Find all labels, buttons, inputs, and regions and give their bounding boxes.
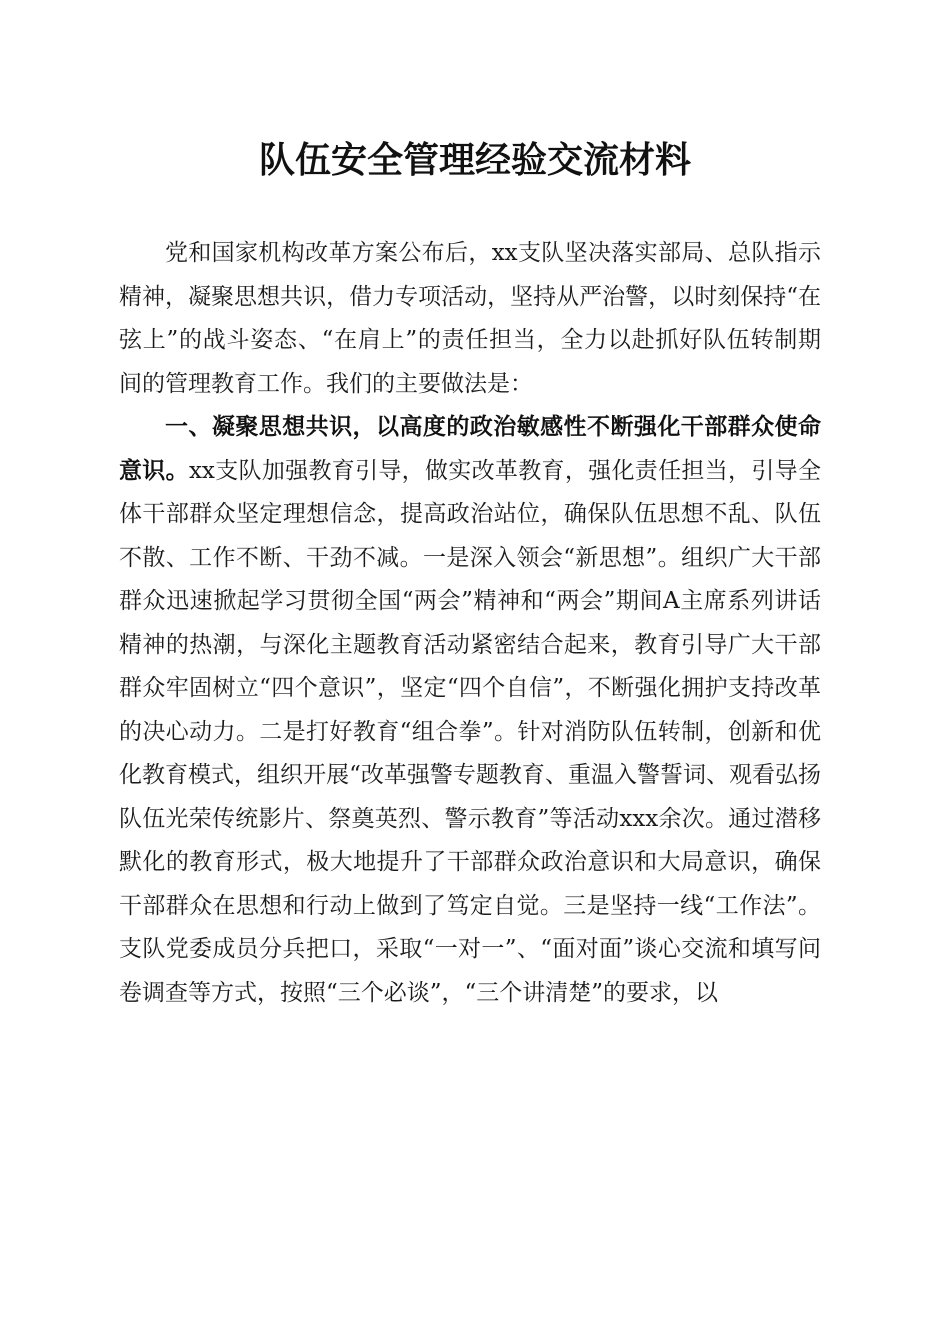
- section-one-paragraph: [119, 406, 821, 1015]
- document-body: [119, 232, 821, 1015]
- intro-paragraph-text: 党和国家机构改革方案公布后，xx支队坚决落实部局、总队指示精神，凝聚思想共识，借力专项活动，坚持从严治警，以时刻保持“在弦上”的战斗姿态、“在肩上”的责任担当，全力以赴抓好队伍转制期间的管理教育工作。我们的主要做法是：: [119, 240, 821, 397]
- intro-paragraph: [119, 232, 821, 406]
- section-one-heading: 一、凝聚思想共识，以高度的政治敏感性不断强化干部群众使命意识。: [119, 414, 821, 484]
- document-title: 队伍安全管理经验交流材料: [258, 139, 691, 181]
- section-one-text: xx支队加强教育引导，做实改革教育，强化责任担当，引导全体干部群众坚定理想信念，提高政治站位，确保队伍思想不乱、队伍不散、工作不断、干劲不减。一是深入领会“新思想”。组织广大干部群众迅速掀起学习贯彻全国“两会”精神和“两会”期间A主席系列讲话精神的热潮，与深化主题教育活动紧密结合起来，教育引导广大干部群众牢固树立“四个意识”，坚定“四个自信”，不断强化拥护支持改革的决心动力。二是打好教育“组合拳”。针对消防队伍转制，创新和优化教育模式，组织开展“改革强警专题教育、重温入警誓词、观看弘扬队伍光荣传统影片、祭奠英烈、警示教育”等活动xxx余次。通过潜移默化的教育形式，极大地提升了干部群众政治意识和大局意识，确保干部群众在思想和行动上做到了笃定自觉。三是坚持一线“工作法”。支队党委成员分兵把口，采取“一对一”、“面对面”谈心交流和填写问卷调查等方式，按照“三个必谈”，“三个讲清楚”的要求，以: [119, 457, 821, 1006]
